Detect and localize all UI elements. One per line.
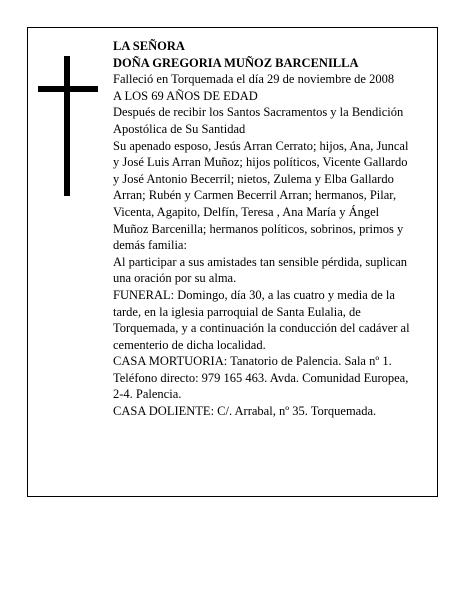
obituary-text [113, 38, 413, 420]
age-statement: A LOS 69 AÑOS DE EDAD [113, 88, 258, 103]
prayer-request: Al participar a sus amistades tan sensible pérdida, suplican una oración por su alma. [113, 254, 408, 286]
notice-title: LA SEÑORA [113, 39, 185, 53]
sacraments-statement: Después de recibir los Santos Sacramentos y la Bendición Apostólica de Su Santidad [113, 105, 404, 136]
family-list: Su apenado esposo, Jesús Arran Cerrato; hijos, Ana, Juncal y José Luis Arran Muñoz; hijos políticos, Vicente Gallardo y José Antonio Becerril; nietos, Zulema y Elba Gallardo Arran; Rubén y Carmen Becerril Arran; hermanos, Pilar, Vicenta, Agapito, Delfín, Teresa , Ana María y Ángel Muñoz Barcenilla; hermanos políticos, sobrinos, primos y demás familia: [113, 138, 409, 253]
home-info: CASA DOLIENTE: C/. Arrabal, nº 35. Torquemada. [113, 404, 377, 419]
deceased-name: DOÑA GREGORIA MUÑOZ BARCENILLA [113, 55, 359, 70]
cross-horizontal-bar [38, 86, 98, 92]
funeral-info: FUNERAL: Domingo, día 30, a las cuatro y media de la tarde, en la iglesia parroquial de Santa Eulalia, de Torquemada, y a continuación la conducción del cadáver al cementerio de dicha localidad. [113, 287, 410, 352]
mortuary-info: CASA MORTUORIA: Tanatorio de Palencia. Sala nº 1. Teléfono directo: 979 165 463. Avda. Comunidad Europea, 2-4. Palencia. [113, 354, 409, 402]
cross-icon [38, 56, 98, 196]
cross-vertical-bar [64, 56, 70, 196]
death-statement: Falleció en Torquemada el día 29 de noviembre de 2008 [113, 72, 395, 87]
